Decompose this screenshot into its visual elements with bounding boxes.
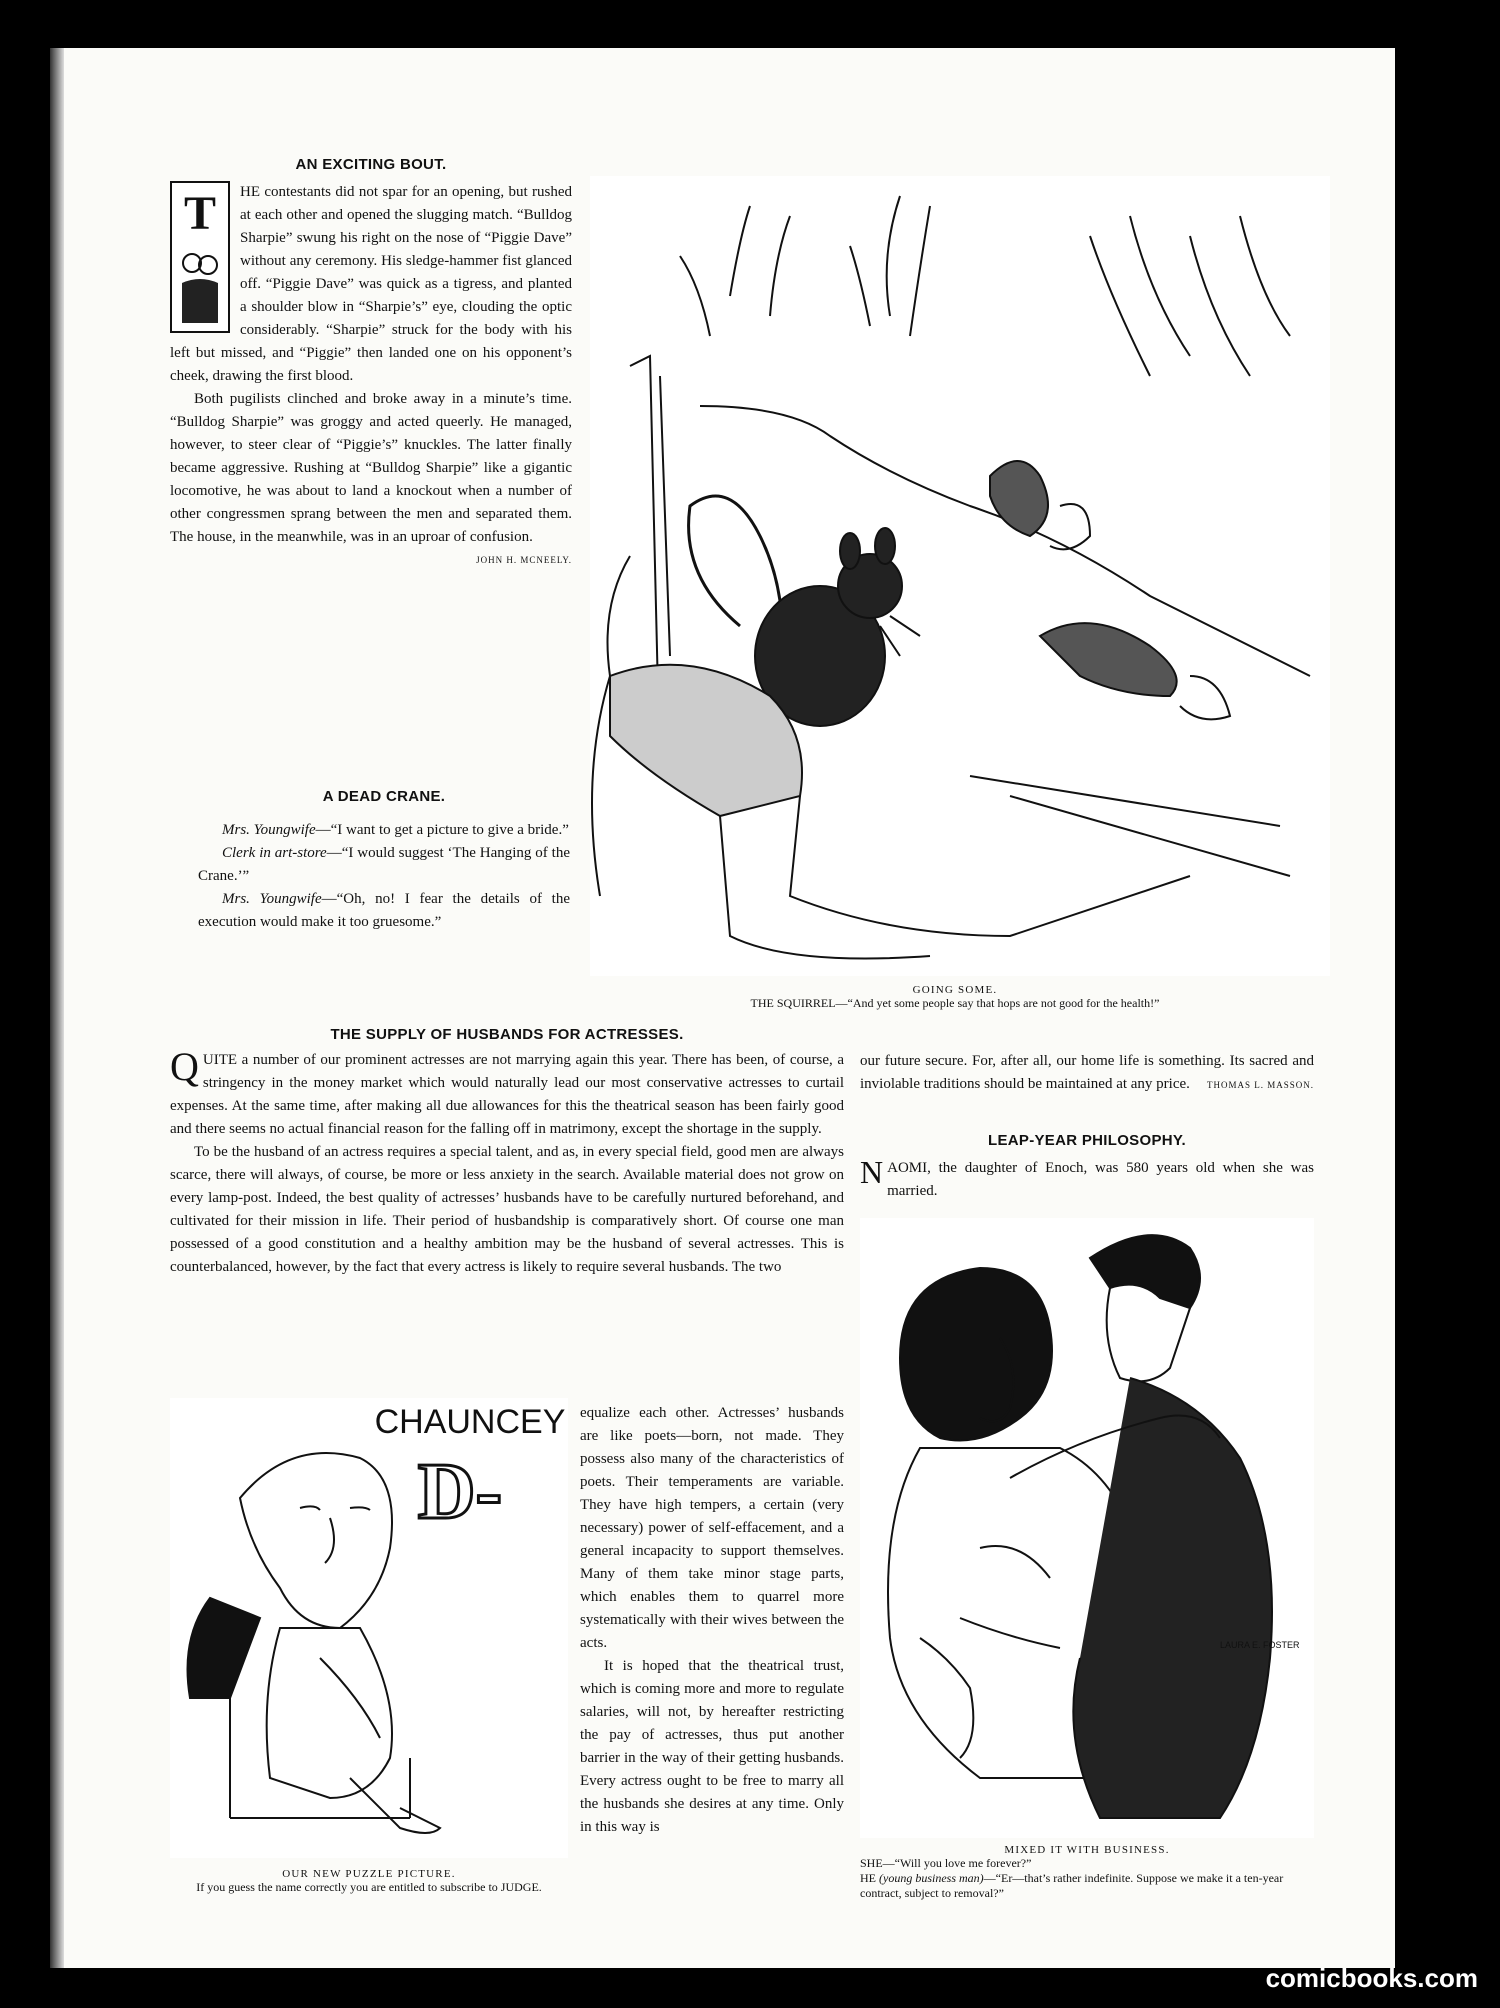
magazine-page bbox=[50, 48, 1395, 1968]
puzzle-title: OUR NEW PUZZLE PICTURE. bbox=[282, 1868, 456, 1880]
crane-line-3: Mrs. Youngwife—“Oh, no! I fear the details of the execution would make it too gruesome.” bbox=[198, 891, 570, 930]
squirrel-cartoon-illustration bbox=[590, 176, 1330, 976]
article-leap-year bbox=[860, 1132, 1314, 1203]
puzzle-caption: If you guess the name correctly you are entitled to subscribe to JUDGE. bbox=[196, 1880, 542, 1894]
article-title: A DEAD CRANE. bbox=[322, 788, 446, 805]
drop-cap-q: Q bbox=[170, 1044, 199, 1089]
svg-text:CHAUNCEY: CHAUNCEY bbox=[374, 1403, 566, 1441]
cartoon-caption: THE SQUIRREL—“And yet some people say that hops are not good for the health!” bbox=[750, 996, 1160, 1010]
husbands-paragraph-5: our future secure. For, after all, our home life is something. Its sacred and inviolable traditions should be maintained at any price. bbox=[860, 1053, 1314, 1092]
cartoon-title: GOING SOME. bbox=[912, 984, 998, 996]
crane-line-2: Clerk in art-store—“I would suggest ‘The Hanging of the Crane.’” bbox=[198, 845, 570, 884]
site-watermark: comicbooks.com bbox=[1265, 1963, 1478, 1993]
article-title: THE SUPPLY OF HUSBANDS FOR ACTRESSES. bbox=[330, 1026, 684, 1043]
article-dead-crane bbox=[198, 788, 570, 934]
bout-paragraph-1: HE contestants did not spar for an opening, but rushed at each other and opened the slugging match. “Bulldog Sharpie” swung his right on the nose of “Piggie Dave” without any ceremony. His sledge-hammer fist glanced off. “Piggie Dave” was quick as a tigress, and planted a shoulder blow in “Sharpie’s” eye, clouding the optic considerably. “Sharpie” struck for the body with his left but missed, and “Piggie” then landed one on his opponent’s cheek, drawing the first blood. bbox=[170, 184, 572, 384]
puzzle-picture-caption bbox=[170, 1868, 568, 1895]
drop-cap-t-illustration bbox=[170, 181, 230, 333]
cartoon-title: MIXED IT WITH BUSINESS. bbox=[1004, 1844, 1170, 1856]
svg-text:T: T bbox=[183, 187, 217, 240]
husbands-author: THOMAS L. MASSON. bbox=[1206, 1080, 1314, 1090]
drop-cap-n: N bbox=[860, 1154, 884, 1190]
husbands-continued-column bbox=[580, 1402, 844, 1839]
artist-signature: LAURA E. FOSTER bbox=[1220, 1640, 1300, 1650]
article-exciting-bout bbox=[170, 156, 572, 565]
svg-text:D-: D- bbox=[417, 1448, 503, 1536]
leap-year-text: AOMI, the daughter of Enoch, was 580 years old when she was married. bbox=[887, 1160, 1314, 1199]
husbands-paragraph-3: equalize each other. Actresses’ husbands are like poets—born, not made. They possess also many of the characteristics of poets. Their temperaments are variable. They have high tempers, a certain (very necessary) power of self-effacement, and a general incapacity to support themselves. Many of them take minor stage parts, which enables them to quarrel more systematically with their wives between the acts. bbox=[580, 1405, 844, 1651]
husbands-paragraph-2: To be the husband of an actress requires a special talent, and as, in every special field, good men are always scarce, there will always, of course, be more or less anxiety in the search. Available material does not grow on every lamp-post. Indeed, the best quality of actresses’ husbands have to be carefully nurtured beforehand, and cultivated for their mission in life. Their period of husbandship is comparatively short. Of course one man possessed of a good constitution and a healthy ambition may be the husband of several actresses. This is counterbalanced, however, by the fact that every actress is likely to require several husbands. The two bbox=[170, 1144, 844, 1275]
husbands-paragraph-1: UITE a number of our prominent actresses are not marrying again this year. There has been, of course, a stringency in the money market which would naturally lead our most conservative actresses to curtail expenses. At the same time, after making all due allowances for this the theatrical season has been fairly good and there seems no actual financial reason for the falling off in matrimony, except the shortage in the supply. bbox=[170, 1052, 844, 1137]
couple-cartoon-caption bbox=[860, 1844, 1314, 1901]
crane-line-1: Mrs. Youngwife—“I want to get a picture to give a bride.” bbox=[222, 822, 569, 838]
couple-cartoon-illustration bbox=[860, 1218, 1314, 1838]
husbands-conclusion bbox=[860, 1050, 1314, 1096]
cartoon-caption: SHE—“Will you love me forever?” HE (young business man)—“Er—that’s rather indefinite. Suppose we make it a ten-year contract, subject to removal?” bbox=[860, 1856, 1284, 1900]
article-husbands-for-actresses bbox=[170, 1026, 844, 1279]
article-title: AN EXCITING BOUT. bbox=[295, 156, 447, 173]
husbands-paragraph-4: It is hoped that the theatrical trust, which is coming more and more to regulate salaries, will not, by hereafter restricting the pay of actresses, thus put another barrier in the way of their getting husbands. Every actress ought to be free to marry all the husbands she desires at any time. Only in this way is bbox=[580, 1658, 844, 1835]
article-title: LEAP-YEAR PHILOSOPHY. bbox=[988, 1132, 1186, 1149]
bout-paragraph-2: Both pugilists clinched and broke away in a minute’s time. “Bulldog Sharpie” was groggy and acted queerly. He managed, however, to steer clear of “Piggie’s” knuckles. The latter finally became aggressive. Rushing at “Bulldog Sharpie” like a gigantic locomotive, he was about to land a knockout when a number of other congressmen sprang between the men and separated them. The house, in the meanwhile, was in an uproar of confusion. bbox=[170, 391, 572, 545]
bout-author: JOHN H. MCNEELY. bbox=[476, 555, 572, 565]
page-spine bbox=[50, 48, 64, 1968]
squirrel-cartoon-caption bbox=[570, 984, 1340, 1011]
puzzle-picture-illustration bbox=[170, 1398, 568, 1858]
